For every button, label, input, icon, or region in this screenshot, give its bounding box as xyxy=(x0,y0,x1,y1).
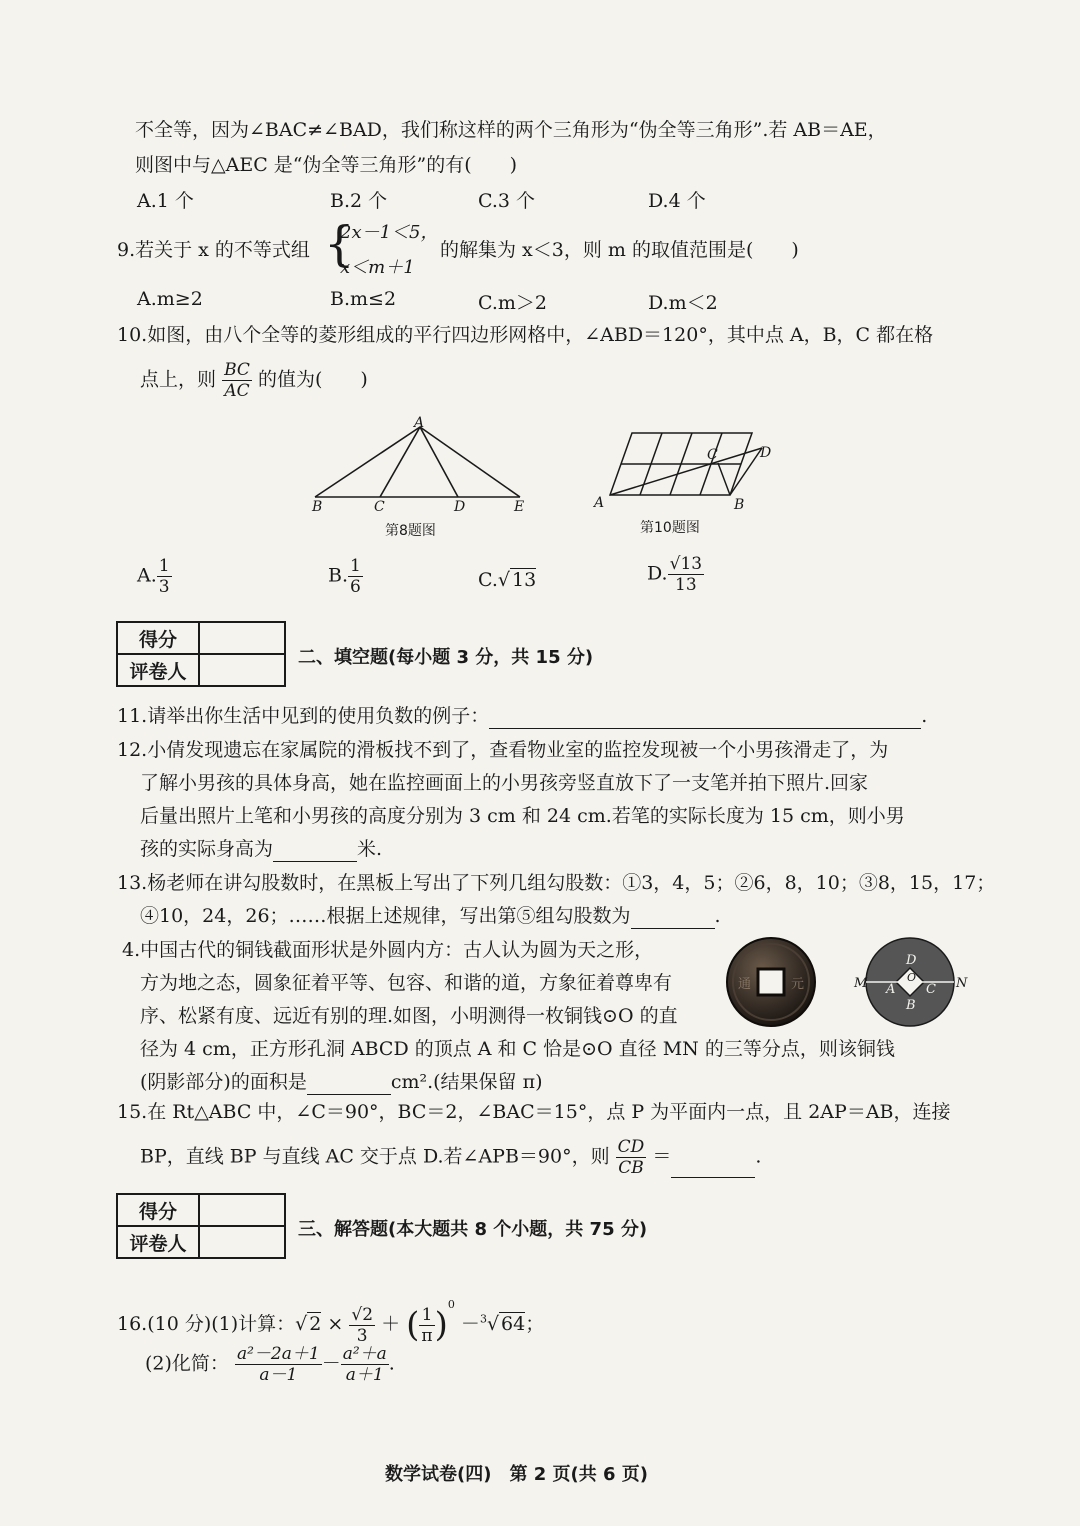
q10-option-b-label: B. xyxy=(328,564,349,587)
q16-frac2 xyxy=(419,1305,434,1346)
q10-line2 xyxy=(140,360,368,401)
fig8-label-e: E xyxy=(514,499,525,515)
figure-8-caption: 第8题图 xyxy=(385,523,436,539)
q16-cube-index: 3 xyxy=(479,1312,487,1326)
q10-fraction xyxy=(222,360,252,401)
q13-answer-blank xyxy=(631,906,715,929)
q15-fraction-num: CD xyxy=(617,1137,645,1157)
q16-part2-prefix: (2)化简： xyxy=(145,1352,229,1375)
fig10-label-d: D xyxy=(760,445,772,461)
coin-square-hole xyxy=(758,969,784,995)
q8-line2: 则图中与△AEC 是“伪全等三角形”的有( ) xyxy=(135,154,518,176)
section3-score-value xyxy=(199,1194,285,1226)
coin-diagram-label-m: M xyxy=(854,976,868,991)
q10-option-d-num: √13 xyxy=(669,554,703,574)
q12-line4-prefix: 孩的实际身高为 xyxy=(140,838,274,860)
coin-char-left: 通 xyxy=(738,977,752,992)
q16-cube-arg: 64 xyxy=(501,1313,526,1335)
q16-semicolon: ； xyxy=(525,1313,545,1335)
q9-option-d: D.m＜2 xyxy=(648,292,718,314)
q13-line1: 13.杨老师在讲勾股数时，在黑板上写出了下列几组勾股数：①3，4，5；②6，8，10；③8，15，17； xyxy=(117,872,996,894)
q13-line2-suffix: . xyxy=(714,905,721,927)
q16-frac4 xyxy=(341,1344,389,1385)
q9-prefix: 9.若关于 x 的不等式组 xyxy=(117,239,310,261)
coin-photo xyxy=(724,935,818,1029)
coin-diagram-label-b: B xyxy=(906,998,916,1013)
q9-option-a: A.m≥2 xyxy=(137,288,203,310)
q12-line1: 12.小倩发现遗忘在家属院的滑板找不到了，查看物业室的监控发现被一个小男孩滑走了，为 xyxy=(117,739,889,761)
q10-option-d-fraction xyxy=(668,554,704,595)
q10-option-a xyxy=(137,556,172,597)
q8-line1: 不全等，因为∠BAC≠∠BAD，我们称这样的两个三角形为“伪全等三角形”.若 AB＝AE， xyxy=(135,119,887,141)
q14-line5 xyxy=(140,1069,543,1095)
q16-part1 xyxy=(117,1290,544,1346)
coin-diagram xyxy=(850,935,970,1029)
q10-option-d xyxy=(647,554,704,595)
q10-option-c-label: C. xyxy=(478,569,498,591)
coin-char-right: 元 xyxy=(791,977,805,992)
q16-plus: ＋ xyxy=(381,1313,401,1335)
q12-line4-suffix: 米. xyxy=(357,838,383,860)
q12-line4 xyxy=(140,836,382,862)
q10-option-c-radical: √ xyxy=(497,569,511,591)
q16-frac1-num: √2 xyxy=(351,1304,374,1325)
fig10-line-bd xyxy=(730,448,762,495)
section2-grader-value xyxy=(199,654,285,686)
q16-root2: 2 xyxy=(309,1313,322,1335)
q15-fraction xyxy=(616,1137,647,1178)
q16-minus: － xyxy=(460,1313,480,1335)
q15-end: . xyxy=(755,1145,762,1168)
q9-option-b: B.m≤2 xyxy=(330,288,397,310)
coin-diagram-label-d: D xyxy=(906,953,917,968)
q16-radical-2: √ xyxy=(486,1313,500,1335)
q16-frac1-den: 3 xyxy=(356,1325,368,1346)
q9-option-c: C.m＞2 xyxy=(478,292,548,314)
fig8-segment-ae xyxy=(420,427,520,497)
q16-frac3-den: a－1 xyxy=(259,1365,298,1385)
q12-line2: 了解小男孩的具体身高，她在监控画面上的小男孩旁竖直放下了一支笔并拍下照片.回家 xyxy=(140,772,869,794)
page-footer: 数学试卷(四) 第 2 页(共 6 页) xyxy=(385,1464,649,1485)
coin-diagram-label-n: N xyxy=(956,976,968,991)
q11-line xyxy=(117,703,927,729)
q16-minus2: － xyxy=(321,1352,341,1375)
q14-line3: 序、松紧有度、远近有别的理.如图，小明测得一枚铜钱⊙O 的直 xyxy=(140,1005,678,1027)
q16-radical-1: √ xyxy=(295,1313,308,1335)
q10-option-b-num: 1 xyxy=(350,556,361,576)
q16-paren-open: ( xyxy=(406,1305,420,1345)
q11-end: . xyxy=(921,705,928,727)
q14-line4: 径为 4 cm，正方形孔洞 ABCD 的顶点 A 和 C 恰是⊙O 直径 MN 的三等分点，则该铜钱 xyxy=(140,1038,895,1060)
fig8-segment-ab xyxy=(315,427,420,497)
q15-fraction-den: CB xyxy=(618,1158,644,1178)
q14-line5-suffix: cm².(结果保留 π) xyxy=(390,1071,543,1093)
q10-option-c xyxy=(478,569,536,591)
q16-period: . xyxy=(388,1352,395,1375)
q16-frac3-num: a²－2a＋1 xyxy=(236,1344,320,1364)
q15-answer-blank xyxy=(671,1155,755,1178)
section3-title: 三、解答题(本大题共 8 个小题，共 75 分) xyxy=(298,1219,648,1240)
q10-option-d-label: D. xyxy=(647,562,668,585)
q10-option-c-root: 13 xyxy=(512,569,537,591)
q8-option-b: B.2 个 xyxy=(330,190,388,212)
q14-line5-prefix: (阴影部分)的面积是 xyxy=(140,1071,307,1093)
q16-paren-close: ) xyxy=(434,1305,448,1345)
q16-frac3 xyxy=(235,1344,322,1385)
q10-option-d-den: 13 xyxy=(675,575,697,595)
q15-line2-prefix: BP，直线 BP 与直线 AC 交于点 D.若∠APB＝90°，则 xyxy=(140,1145,610,1168)
fig10-label-b: B xyxy=(734,497,745,513)
q11-answer-blank xyxy=(489,706,921,729)
fig8-segment-ac xyxy=(380,427,420,497)
coin-diagram-label-a: A xyxy=(886,982,896,997)
section3-score-table xyxy=(116,1193,286,1259)
fig10-label-a: A xyxy=(594,495,605,511)
q12-answer-blank xyxy=(273,839,357,862)
q10-option-a-num: 1 xyxy=(158,556,170,576)
fig10-label-c: C xyxy=(707,447,718,463)
section3-score-label: 得分 xyxy=(117,1194,199,1226)
fig8-label-d: D xyxy=(454,499,466,515)
fig10-line-ad xyxy=(610,448,762,495)
q14-line2: 方为地之态，圆象征着平等、包容、和谐的道，方象征着尊卑有 xyxy=(140,972,673,994)
figure-10-caption: 第10题图 xyxy=(640,520,700,536)
q10-line2-suffix: 的值为( ) xyxy=(257,368,368,391)
figure-8 xyxy=(300,415,540,520)
section2-score-label: 得分 xyxy=(117,622,199,654)
q16-part1-prefix: 16.(10 分)(1)计算： xyxy=(117,1313,296,1335)
q10-fraction-den: AC xyxy=(224,381,250,401)
q15-line2-suffix: ＝ xyxy=(652,1145,672,1168)
q11-text: 11.请举出你生活中见到的使用负数的例子： xyxy=(117,705,490,727)
q15-line2 xyxy=(140,1137,761,1178)
fig8-segment-ad xyxy=(420,427,458,497)
figure-10 xyxy=(590,425,780,515)
q15-line1: 15.在 Rt△ABC 中，∠C＝90°，BC＝2，∠BAC＝15°，点 P 为平面内一点，且 2AP＝AB，连接 xyxy=(117,1101,951,1123)
q16-times: × xyxy=(327,1313,344,1335)
q9-row1: 2x－1＜5， xyxy=(340,222,439,243)
section2-score-value xyxy=(199,622,285,654)
q8-option-a: A.1 个 xyxy=(137,190,194,212)
section3-grader-label: 评卷人 xyxy=(117,1226,199,1258)
q10-line2-prefix: 点上，则 xyxy=(140,368,217,391)
coin-diagram-label-c: C xyxy=(926,982,936,997)
q10-line1: 10.如图，由八个全等的菱形组成的平行四边形网格中，∠ABD＝120°，其中点 A，B，C 都在格 xyxy=(117,324,934,346)
q12-line3: 后量出照片上笔和小男孩的高度分别为 3 cm 和 24 cm.若笔的实际长度为 15 cm，则小男 xyxy=(140,805,905,827)
q9-row2: x＜m＋1 xyxy=(340,257,415,278)
fig8-label-b: B xyxy=(312,499,323,515)
q16-part2 xyxy=(145,1344,395,1385)
q10-fraction-num: BC xyxy=(224,360,250,380)
section2-grader-label: 评卷人 xyxy=(117,654,199,686)
fig8-label-a: A xyxy=(414,415,425,431)
q16-frac1 xyxy=(349,1305,375,1346)
q9-suffix: 的解集为 x＜3，则 m 的取值范围是( ) xyxy=(440,239,799,261)
q8-option-d: D.4 个 xyxy=(648,190,706,212)
q10-option-a-label: A. xyxy=(137,564,157,587)
q14-line1: 4.中国古代的铜钱截面形状是外圆内方：古人认为圆为天之形， xyxy=(122,939,654,961)
fig10-line-bc xyxy=(718,463,730,495)
q13-line2-prefix: ④10，24，26；……根据上述规律，写出第⑤组勾股数为 xyxy=(140,905,631,927)
fig8-label-c: C xyxy=(374,499,385,515)
q10-option-b-den: 6 xyxy=(350,577,361,597)
coin-diagram-label-o: O xyxy=(907,971,917,984)
q16-frac4-den: a＋1 xyxy=(345,1365,384,1385)
q16-frac2-num: 1 xyxy=(419,1305,434,1326)
q10-option-a-fraction xyxy=(157,556,172,597)
q13-line2 xyxy=(140,903,721,929)
q8-option-c: C.3 个 xyxy=(478,190,536,212)
q14-answer-blank xyxy=(307,1072,391,1095)
q16-frac4-num: a²＋a xyxy=(342,1344,387,1364)
q10-option-a-den: 3 xyxy=(158,577,170,597)
q16-exponent: 0 xyxy=(447,1298,455,1311)
q10-option-b xyxy=(328,556,363,597)
section2-title: 二、填空题(每小题 3 分，共 15 分) xyxy=(298,647,594,668)
section2-score-table xyxy=(116,621,286,687)
q10-option-b-fraction xyxy=(348,556,363,597)
section3-grader-value xyxy=(199,1226,285,1258)
q9-brace: { xyxy=(324,216,355,272)
q16-frac2-den: π xyxy=(421,1325,433,1346)
